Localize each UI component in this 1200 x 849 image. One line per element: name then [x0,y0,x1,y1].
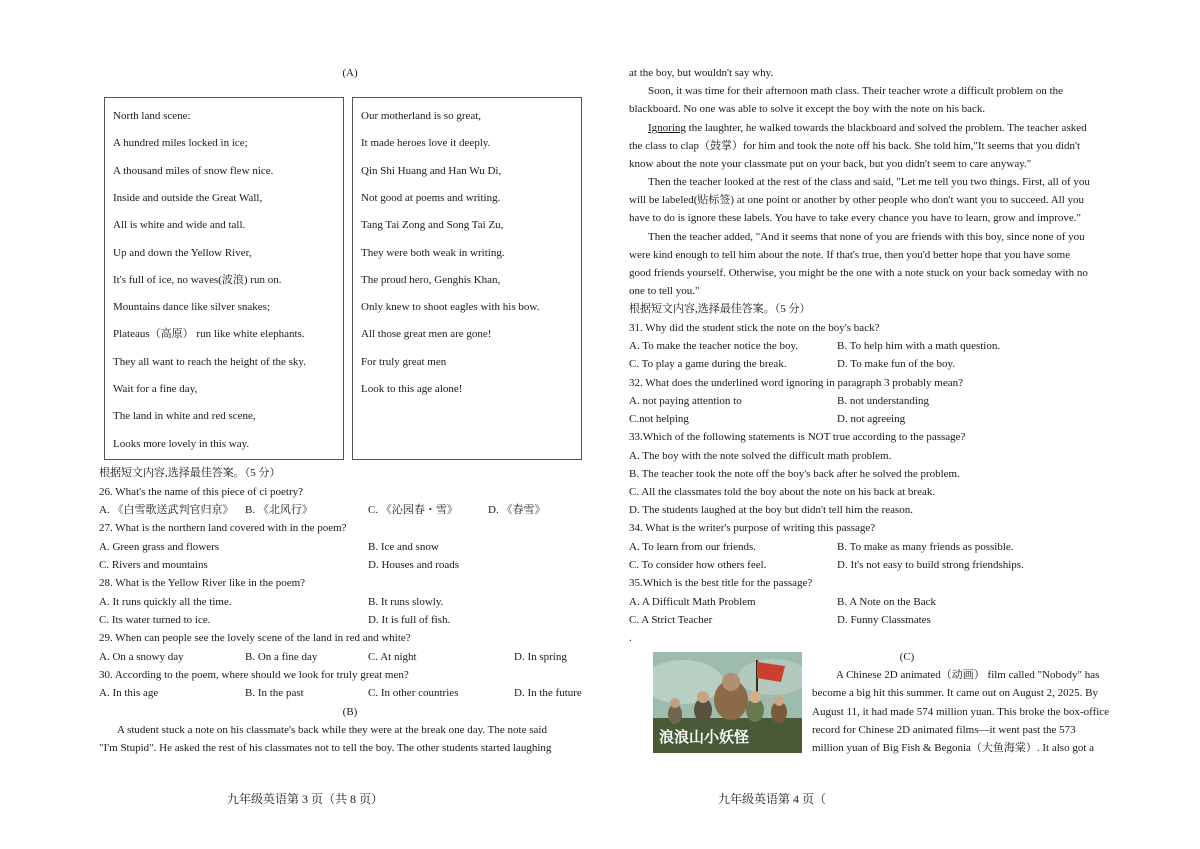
poem-left-line-6: Up and down the Yellow River, [113,246,252,259]
q30-option-b[interactable]: B. In the past [245,687,304,699]
q28-option-d[interactable]: D. It is full of fish. [368,614,451,626]
q35-option-d[interactable]: D. Funny Classmates [837,614,931,626]
passage-b-para3-line-2: the class to clap（鼓掌）for him and took the note off his back. She told him,"It seems that you didn't [629,140,1081,152]
footer-page-3: 九年级英语第 3 页（共 8 页） [227,792,384,806]
q31-option-d[interactable]: D. To make fun of the boy. [837,358,956,370]
poem-left-line-1: North land scene: [113,110,191,122]
passage-b-para5-line-4: one to tell you." [629,285,700,297]
poem-left-line-4: Inside and outside the Great Wall, [113,191,263,204]
q29-option-b[interactable]: B. On a fine day [245,651,318,663]
passage-b-para5-line-2: were kind enough to tell him about the note. If that's true, then you'd better hope that you have some [629,249,1071,261]
q34-question: 34. What is the writer's purpose of writing this passage? [629,522,876,534]
q32-option-c[interactable]: C.not helping [629,413,689,425]
poem-left-line-8: Mountains dance like silver snakes; [113,301,271,314]
poem-left-line-7: It's full of ice, no waves(波浪) run on. [113,273,282,286]
poster-title-text: 浪浪山小妖怪 [659,728,750,746]
passage-b-line-2: "I'm Stupid". He asked the rest of his classmates not to tell the boy. The other students started laughing [99,742,552,754]
section-b-heading: (B) [342,706,358,718]
poem-left-line-13: Looks more lovely in this way. [113,437,250,450]
poem-left-line-12: The land in white and red scene, [113,410,256,423]
poem-right-line-6: They were both weak in writing. [361,246,505,259]
q30-option-d[interactable]: D. In the future [514,687,582,699]
q26-option-a[interactable]: A. 《白雪歌送武判官归京》 [99,504,234,516]
passage-b-para4-line-2: will be labeled(贴标签) at one point or another by other people who don't want you to succeed. All you [629,194,1085,206]
q33-option-c[interactable]: C. All the classmates told the boy about the note on his back at break. [629,486,936,498]
poem-left-line-2: A hundred miles locked in ice; [113,137,248,150]
poem-right-line-11: Look to this age alone! [361,383,463,395]
section-c-heading: (C) [899,651,915,663]
q31-option-c[interactable]: C. To play a game during the break. [629,358,787,370]
footer-page-4: 九年级英语第 4 页（ [718,792,827,806]
poem-right-line-7: The proud hero, Genghis Khan, [361,273,501,286]
q32-option-a[interactable]: A. not paying attention to [629,395,742,407]
q27-question: 27. What is the northern land covered with in the poem? [99,522,347,534]
q26-option-d[interactable]: D. 《春雪》 [488,504,546,516]
q27-option-b[interactable]: B. Ice and snow [368,541,439,553]
passage-b-para4-line-1: Then the teacher looked at the rest of the class and said, "Let me tell you two things. First, all of you [648,176,1090,188]
q28-option-a[interactable]: A. It runs quickly all the time. [99,596,232,608]
poem-left-line-9: Plateaus（高原） run like white elephants. [113,328,305,341]
passage-c-line-3: August 11, it had made 574 million yuan. This broke the box-office [812,706,1110,718]
passage-b-cont-3: blackboard. No one was able to solve it except the boy with the note on his back. [629,103,986,115]
q29-option-c[interactable]: C. At night [368,651,417,663]
q26-option-c[interactable]: C. 《沁园春・雪》 [368,504,458,516]
q34-option-a[interactable]: A. To learn from our friends. [629,541,757,553]
q30-question: 30. According to the poem, where should we look for truly great men? [99,669,409,681]
q33-question: 33.Which of the following statements is NOT true according to the passage? [629,431,966,443]
instruction-a: 根据短文内容,选择最佳答案。（5 分） [99,467,281,479]
passage-b-line-1: A student stuck a note on his classmate's back while they were at the break one day. The note said [117,724,547,736]
q26-question: 26. What's the name of this piece of ci poetry? [99,486,303,498]
passage-b-para5-line-3: good friends yourself. Otherwise, you might be the one with a note stuck on your back someday with no [629,267,1088,279]
q32-option-b[interactable]: B. not understanding [837,395,929,407]
underlined-word-ignoring: Ignoring [648,122,686,134]
passage-b-cont-2: Soon, it was time for their afternoon math class. Their teacher wrote a difficult problem on the [648,85,1064,97]
q29-question: 29. When can people see the lovely scene of the land in red and white? [99,632,411,644]
q34-option-c[interactable]: C. To consider how others feel. [629,559,767,571]
instruction-b: 根据短文内容,选择最佳答案。（5 分） [629,303,811,315]
q27-option-d[interactable]: D. Houses and roads [368,559,460,571]
q31-option-a[interactable]: A. To make the teacher notice the boy. [629,340,799,352]
poem-right-line-4: Not good at poems and writing. [361,191,501,204]
passage-b-para3-line-1: Ignoring the laughter, he walked towards the blackboard and solved the problem. The teacher asked [648,122,1087,134]
q26-option-b[interactable]: B. 《北风行》 [245,504,313,516]
poem-right-line-3: Qin Shi Huang and Han Wu Di, [361,164,502,177]
poem-right-line-9: All those great men are gone! [361,328,492,341]
q31-question: 31. Why did the student stick the note on the boy's back? [629,322,880,334]
poem-left-line-11: Wait for a fine day, [113,383,198,395]
passage-c-line-1: A Chinese 2D animated（动画） film called "Nobody" has [836,669,1100,681]
q34-option-d[interactable]: D. It's not easy to build strong friendships. [837,559,1024,571]
q33-option-d[interactable]: D. The students laughed at the boy but didn't tell him the reason. [629,504,914,516]
passage-b-para5-line-1: Then the teacher added, "And it seems that none of you are friends with this boy, since none of you [648,231,1085,243]
poem-left-line-5: All is white and wide and tall. [113,219,246,232]
q32-question: 32. What does the underlined word ignoring in paragraph 3 probably mean? [629,377,963,389]
poem-right-line-5: Tang Tai Zong and Song Tai Zu, [361,219,504,232]
q28-option-b[interactable]: B. It runs slowly. [368,596,444,608]
passage-c-line-2: become a big hit this summer. It came out on August 2, 2025. By [812,687,1098,699]
passage-b-cont-1: at the boy, but wouldn't say why. [629,67,774,79]
q35-option-c[interactable]: C. A Strict Teacher [629,614,713,626]
q33-option-b[interactable]: B. The teacher took the note off the boy's back after he solved the problem. [629,468,960,480]
nobody-film-poster-image [653,652,802,753]
q33-option-a[interactable]: A. The boy with the note solved the difficult math problem. [629,450,892,462]
passage-c-line-5: million yuan of Big Fish & Begonia（大鱼海棠）. It also got a [812,742,1095,754]
section-a-heading: (A) [342,67,358,79]
poem-left-line-10: They all want to reach the height of the sky. [113,355,306,368]
poem-right-line-8: Only knew to shoot eagles with his bow. [361,301,540,314]
q29-option-a[interactable]: A. On a snowy day [99,651,184,663]
q35-option-a[interactable]: A. A Difficult Math Problem [629,596,756,608]
poem-right-line-10: For truly great men [361,355,447,368]
poem-left-line-3: A thousand miles of snow flew nice. [113,164,274,177]
q28-option-c[interactable]: C. Its water turned to ice. [99,614,211,626]
q30-option-c[interactable]: C. In other countries [368,687,459,699]
passage-b-para3-line-3: know about the note your classmate put on your back, but you didn't seem to care anyway." [629,158,1032,170]
q29-option-d[interactable]: D. In spring [514,651,567,663]
poem-right-line-2: It made heroes love it deeply. [361,137,491,150]
q35-option-b[interactable]: B. A Note on the Back [837,596,936,608]
q35-question: 35.Which is the best title for the passage? [629,577,813,589]
passage-b-para4-line-3: have to do is ignore these labels. You have to take every chance you have to learn, grow and improve." [629,212,1081,224]
q32-option-d[interactable]: D. not agreeing [837,413,906,425]
poem-right-line-1: Our motherland is so great, [361,110,482,122]
passage-c-line-4: record for Chinese 2D animated films—it went past the 573 [812,724,1076,736]
q28-question: 28. What is the Yellow River like in the poem? [99,577,306,589]
q27-option-a[interactable]: A. Green grass and flowers [99,541,220,553]
q27-option-c[interactable]: C. Rivers and mountains [99,559,208,571]
q30-option-a[interactable]: A. In this age [99,687,159,699]
q34-option-b[interactable]: B. To make as many friends as possible. [837,541,1014,553]
stray-dot: . [629,632,632,644]
q31-option-b[interactable]: B. To help him with a math question. [837,340,1001,352]
